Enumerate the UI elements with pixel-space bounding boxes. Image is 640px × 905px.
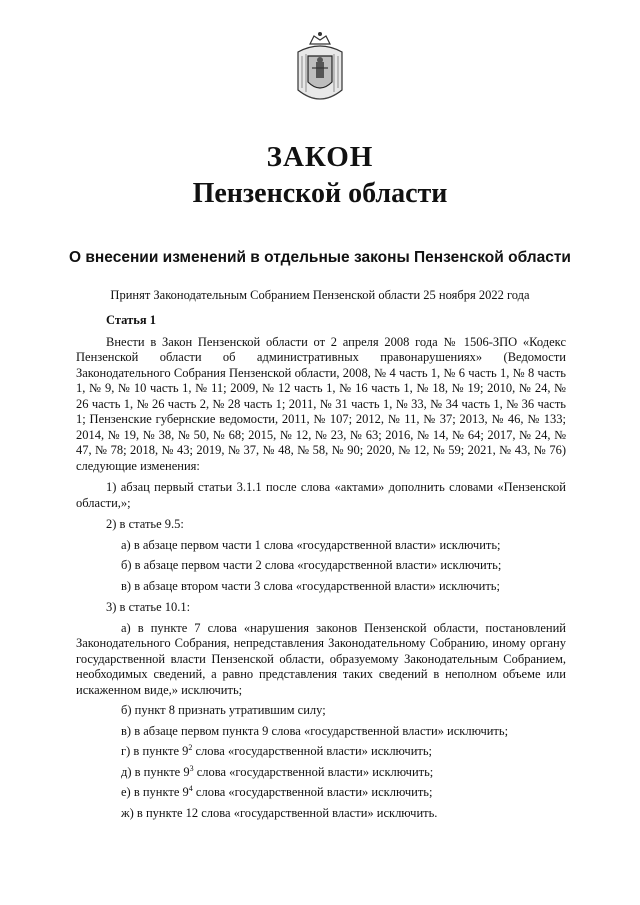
item-2c: в) в абзаце втором части 3 слова «государственной власти» исключить; <box>121 578 500 593</box>
article-heading: Статья 1 <box>106 313 156 327</box>
item-3: 3) в статье 10.1: <box>106 600 191 614</box>
item-1: 1) абзац первый статьи 3.1.1 после слова «актами» дополнить словами «Пензенской области,»; <box>76 480 566 510</box>
article-intro: Внести в Закон Пензенской области от 2 апреля 2008 года № 1506-ЗПО «Кодекс Пензенской области об административных правонарушениях» (Ведомости Законодательного Собрания Пензенской области, 2008, № 4 часть 1, № 6 часть 1, № 8 часть 1, № 9, № 10 часть 1, № 11; 2009, № 12 часть 1, № 16 часть 1, № 18, № 19; 2010, № 24, № 26 часть 1, № 26 часть 2, № 28 часть 1; 2011, № 31 часть 1, № 33, № 34 часть 1, № 36 часть 1; Пензенские губернские ведомости, 2011, № 107; 2012, № 11, № 37; 2013, № 46, № 133; 2014, № 19, № 38, № 50, № 68; 2015, № 12, № 23, № 63; 2016, № 14, № 64; 2017, № 24, № 47, № 78; 2018, № 43; 2019, № 37, № 48, № 58, № 90; 2020, № 12, № 59; 2021, № 43, № 76) следующие изменения: <box>76 334 566 473</box>
item-3e: е) в пункте $9^4$ слова «государственной власти» исключить; <box>121 783 433 799</box>
item-3d: д) в пункте $9^3$ слова «государственной власти» исключить; <box>121 763 434 779</box>
item-2: 2) в статье 9.5: <box>106 517 184 531</box>
law-region: Пензенской области <box>192 178 448 209</box>
item-3b: б) пункт 8 признать утратившим силу; <box>121 703 326 717</box>
item-3zh: ж) в пункте 12 слова «государственной власти» исключить. <box>121 805 438 820</box>
law-subject: О внесении изменений в отдельные законы Пензенской области <box>69 249 571 266</box>
coat-of-arms-emblem <box>288 30 352 110</box>
law-title: ЗАКОН <box>266 141 374 173</box>
item-3v: в) в абзаце первом пункта 9 слова «государственной власти» исключить; <box>121 723 509 738</box>
item-2a: а) в абзаце первом части 1 слова «государственной власти» исключить; <box>121 537 501 552</box>
item-3a: а) в пункте 7 слова «нарушения законов Пензенской области, постановлений Законодательного Собрания, непредставления Законодательному Собранию, иному органу государственной власти Пензенской области, образуемому Законодательным Собранием, необходимых сведений, а равно представления таких сведений в неполном объеме или искаженном виде,» исключить; <box>76 620 566 697</box>
law-body <box>76 313 566 821</box>
item-3g: г) в пункте $9^2$ слова «государственной власти» исключить; <box>121 742 433 758</box>
adoption-line: Принят Законодательным Собранием Пензенской области 25 ноября 2022 года <box>110 288 530 302</box>
item-2b: б) в абзаце первом части 2 слова «государственной власти» исключить; <box>121 558 502 572</box>
